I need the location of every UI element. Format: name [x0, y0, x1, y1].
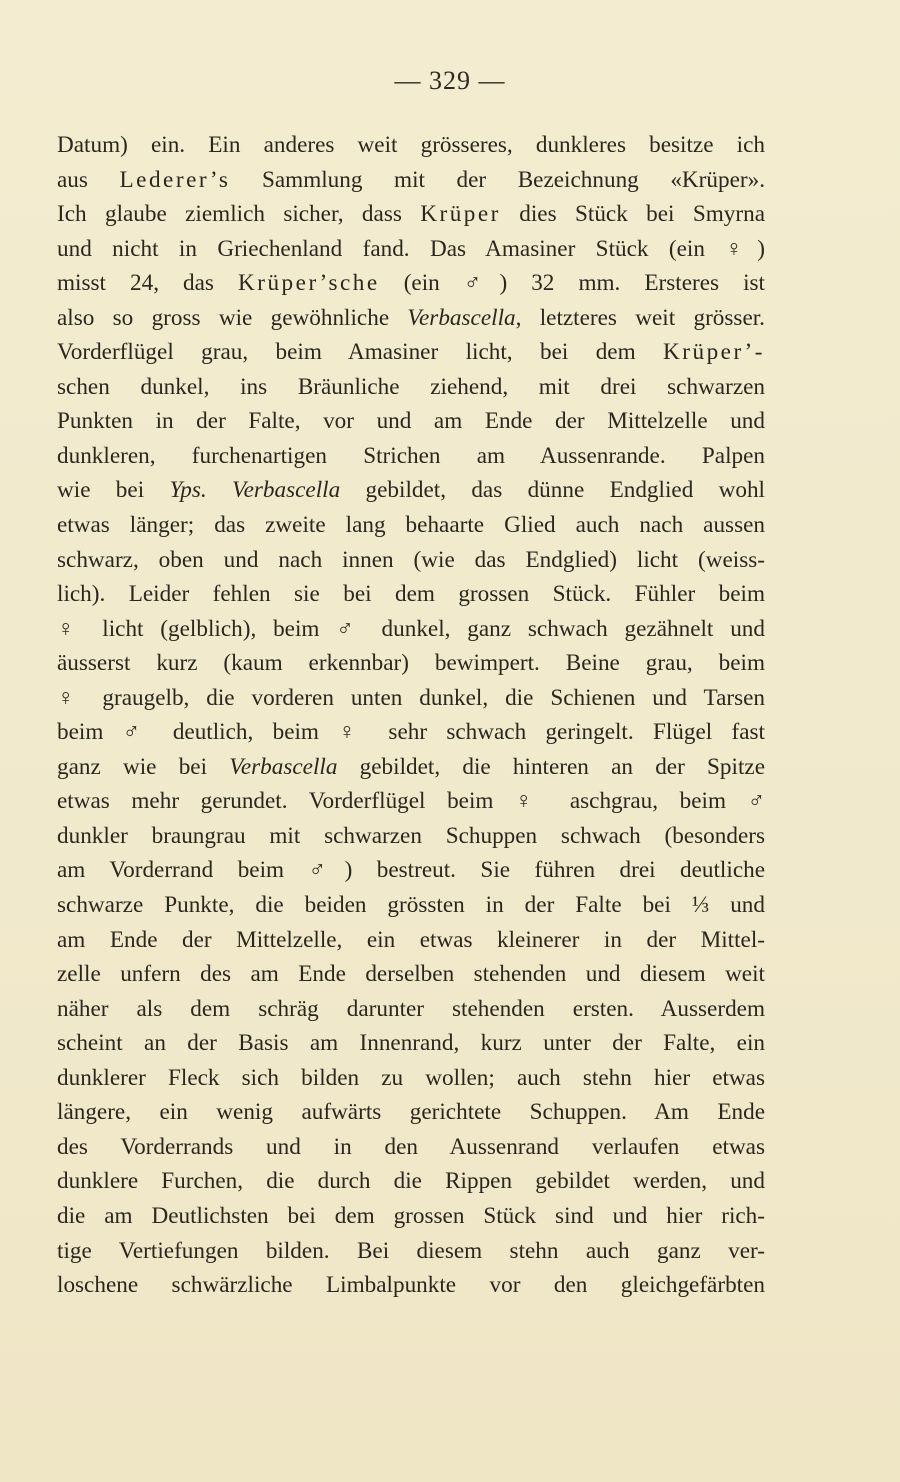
text-segment: des Vorderrands und in den Aussenrand verlaufen etwas [57, 1133, 765, 1160]
text-segment: die am Deutlichsten bei dem grossen Stück sind und hier rich- [57, 1202, 765, 1229]
text-segment: aus [57, 166, 120, 193]
text-line [57, 957, 765, 992]
spaced-name: Krüper’- [663, 339, 765, 366]
text-line [57, 646, 765, 681]
text-line [57, 992, 765, 1027]
text-segment: Datum) ein. Ein anderes weit grösseres, dunkleres besitze ich [57, 132, 765, 158]
text-line [57, 508, 765, 543]
text-line [57, 923, 765, 958]
text-segment: lich). Leider fehlen sie bei dem grossen Stück. Fühler beim [57, 581, 765, 608]
body-text [57, 128, 765, 1303]
text-segment: und nicht in Griechenland fand. Das Amasiner Stück (ein ♀) [57, 235, 765, 262]
text-line [57, 853, 765, 888]
text-line [57, 404, 765, 439]
italic-text: Yps. Verbascella [169, 477, 341, 504]
spaced-name: Lederer’s [119, 166, 231, 193]
text-segment: misst 24, das [57, 270, 238, 297]
text-segment: längere, ein wenig aufwärts gerichtete Schuppen. Am Ende [57, 1099, 765, 1126]
text-segment: Ich glaube ziemlich sicher, dass [57, 201, 421, 228]
text-line [57, 612, 765, 647]
text-segment: also so gross wie gewöhnliche [57, 304, 408, 331]
text-segment: dunklerer Fleck sich bilden zu wollen; auch stehn hier etwas [57, 1064, 765, 1091]
text-segment: beim ♂ deutlich, beim ♀ sehr schwach geringelt. Flügel fast [57, 719, 765, 746]
text-line [57, 1130, 765, 1165]
text-line [57, 1164, 765, 1199]
text-segment: scheint an der Basis am Innenrand, kurz unter der Falte, ein [57, 1030, 765, 1057]
text-line [57, 128, 765, 163]
text-line [57, 577, 765, 612]
text-line [57, 370, 765, 405]
text-segment: am Ende der Mittelzelle, ein etwas kleinerer in der Mittel- [57, 926, 765, 953]
text-segment: Sammlung mit der Bezeichnung «Krüper». [230, 166, 765, 193]
text-segment: gebildet, das dünne Endglied wohl [340, 477, 765, 504]
text-line [57, 232, 765, 267]
text-segment: etwas länger; das zweite lang behaarte Glied auch nach aussen [57, 512, 765, 539]
text-line [57, 266, 765, 301]
text-line [57, 163, 765, 198]
italic-text: Verbascella [229, 753, 338, 780]
text-segment: äusserst kurz (kaum erkennbar) bewimpert. Beine grau, beim [57, 650, 765, 677]
text-segment: am Vorderrand beim ♂) bestreut. Sie führen drei deutliche [57, 857, 765, 884]
text-segment: wie bei [57, 477, 170, 504]
text-segment: tige Vertiefungen bilden. Bei diesem stehn auch ganz ver- [57, 1237, 765, 1264]
text-line [57, 439, 765, 474]
spaced-name: Krüper’sche [238, 270, 380, 297]
text-segment: gebildet, die hinteren an der Spitze [337, 753, 765, 780]
page-number: — 329 — [394, 66, 506, 95]
text-line [57, 1061, 765, 1096]
text-line [57, 473, 765, 508]
text-segment: näher als dem schräg darunter stehenden ersten. Ausserdem [57, 995, 765, 1022]
text-segment: dunkler braungrau mit schwarzen Schuppen schwach (besonders [57, 822, 765, 849]
text-line [57, 750, 765, 785]
text-line [57, 301, 765, 336]
text-segment: schwarz, oben und nach innen (wie das Endglied) licht (weiss- [57, 546, 765, 573]
spaced-name: Krüper [420, 201, 501, 228]
text-line [57, 888, 765, 923]
text-segment: Vorderflügel grau, beim Amasiner licht, bei dem [57, 339, 664, 366]
text-line [57, 1095, 765, 1130]
italic-text: Verbascella [407, 304, 516, 331]
text-line [57, 819, 765, 854]
text-segment: schwarze Punkte, die beiden grössten in der Falte bei ⅓ und [57, 892, 765, 919]
text-segment: , letzteres weit grösser. [515, 304, 765, 331]
text-line [57, 1026, 765, 1061]
text-line [57, 681, 765, 716]
text-segment: etwas mehr gerundet. Vorderflügel beim ♀ aschgrau, beim ♂ [57, 788, 765, 815]
text-segment: zelle unfern des am Ende derselben stehenden und diesem weit [57, 961, 765, 988]
text-line [57, 197, 765, 232]
text-segment: ♀ graugelb, die vorderen unten dunkel, die Schienen und Tarsen [57, 684, 765, 711]
text-line [57, 715, 765, 750]
text-segment: ganz wie bei [57, 753, 230, 780]
text-line [57, 1268, 765, 1303]
text-line [57, 1234, 765, 1269]
text-line [57, 543, 765, 578]
text-line [57, 335, 765, 370]
text-line [57, 1199, 765, 1234]
text-segment: dunkleren, furchenartigen Strichen am Aussenrande. Palpen [57, 442, 765, 469]
text-segment: (ein ♂) 32 mm. Ersteres ist [379, 270, 765, 297]
text-segment: loschene schwärzliche Limbalpunkte vor den gleichgefärbten [57, 1272, 765, 1299]
text-segment: dunklere Furchen, die durch die Rippen gebildet werden, und [57, 1168, 765, 1195]
text-segment: Punkten in der Falte, vor und am Ende der Mittelzelle und [57, 408, 765, 435]
text-segment: dies Stück bei Smyrna [500, 201, 765, 228]
text-segment: schen dunkel, ins Bräunliche ziehend, mit drei schwarzen [57, 373, 765, 400]
text-segment: ♀ licht (gelblich), beim ♂ dunkel, ganz schwach gezähnelt und [57, 615, 765, 642]
text-line [57, 784, 765, 819]
